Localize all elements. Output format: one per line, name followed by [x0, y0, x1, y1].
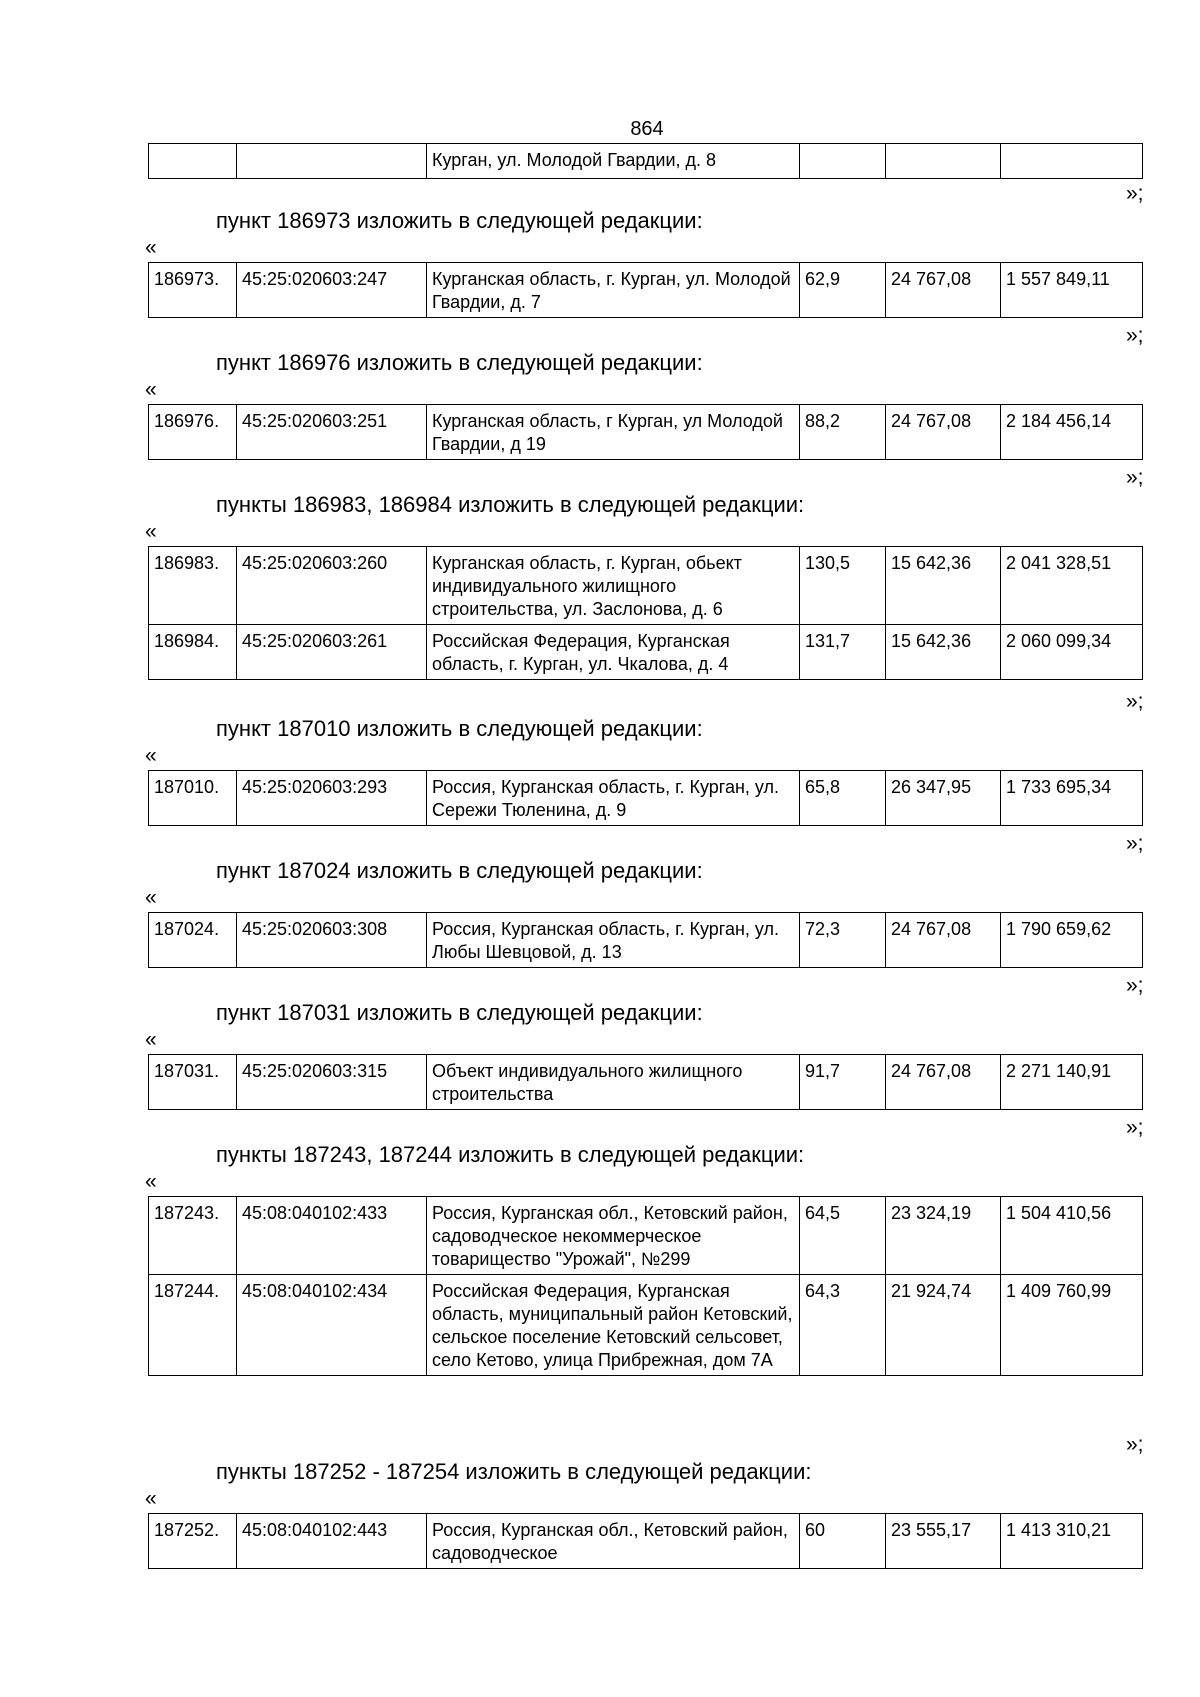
cell-cadastral: 45:08:040102:443	[237, 1514, 427, 1569]
cell-number: 186983.	[149, 547, 237, 625]
cell-area: 131,7	[800, 625, 886, 680]
cell-area: 88,2	[800, 405, 886, 460]
table-row	[149, 405, 1143, 460]
opening-quote: «	[145, 1170, 157, 1193]
cell-value	[1001, 144, 1143, 179]
cell-number: 187010.	[149, 771, 237, 826]
cell-area: 62,9	[800, 263, 886, 318]
closing-quote: »;	[1126, 832, 1144, 855]
cell-address: Российская Федерация, Курганская область, муниципальный район Кетовский, сельское поселение Кетовский сельсовет, село Кетово, улица Прибрежная, дом 7А	[427, 1275, 800, 1376]
cell-rate: 24 767,08	[886, 1055, 1001, 1110]
cell-cadastral: 45:08:040102:434	[237, 1275, 427, 1376]
cell-area: 91,7	[800, 1055, 886, 1110]
cell-rate: 21 924,74	[886, 1275, 1001, 1376]
opening-quote: «	[145, 520, 157, 543]
cell-rate: 26 347,95	[886, 771, 1001, 826]
cell-cadastral: 45:08:040102:433	[237, 1197, 427, 1275]
cell-area: 65,8	[800, 771, 886, 826]
registry-table	[148, 546, 1143, 680]
registry-table	[148, 262, 1143, 318]
cell-number: 187244.	[149, 1275, 237, 1376]
closing-quote: »;	[1126, 1116, 1144, 1139]
opening-quote: «	[145, 744, 157, 767]
table-row	[149, 913, 1143, 968]
registry-table	[148, 912, 1143, 968]
cell-cadastral: 45:25:020603:261	[237, 625, 427, 680]
opening-quote: «	[145, 886, 157, 909]
cell-number: 187031.	[149, 1055, 237, 1110]
opening-quote: «	[145, 1487, 157, 1510]
section-heading: пункт 187024 изложить в следующей редакции:	[216, 858, 703, 883]
opening-quote: «	[145, 1028, 157, 1051]
registry-table	[148, 1054, 1143, 1110]
cell-value: 1 504 410,56	[1001, 1197, 1143, 1275]
section-heading: пункты 187243, 187244 изложить в следующей редакции:	[216, 1142, 805, 1167]
cell-address: Курганская область, г Курган, ул Молодой Гвардии, д 19	[427, 405, 800, 460]
closing-quote: »;	[1126, 690, 1144, 713]
cell-address: Россия, Курганская область, г. Курган, ул. Сережи Тюленина, д. 9	[427, 771, 800, 826]
section-heading: пункт 187010 изложить в следующей редакции:	[216, 716, 703, 741]
cell-number: 186976.	[149, 405, 237, 460]
table-row	[149, 1514, 1143, 1569]
cell-area: 64,3	[800, 1275, 886, 1376]
cell-rate: 23 324,19	[886, 1197, 1001, 1275]
cell-area	[800, 144, 886, 179]
cell-value: 1 409 760,99	[1001, 1275, 1143, 1376]
cell-cadastral: 45:25:020603:251	[237, 405, 427, 460]
closing-quote: »;	[1126, 974, 1144, 997]
table-row	[149, 771, 1143, 826]
cell-area: 64,5	[800, 1197, 886, 1275]
section-heading: пункты 187252 - 187254 изложить в следующей редакции:	[216, 1459, 812, 1484]
cell-rate: 15 642,36	[886, 625, 1001, 680]
cell-address: Курган, ул. Молодой Гвардии, д. 8	[427, 144, 800, 179]
page-number: 864	[630, 118, 664, 140]
cell-number: 186984.	[149, 625, 237, 680]
table-row	[149, 547, 1143, 625]
registry-table	[148, 1196, 1143, 1376]
cell-number: 187024.	[149, 913, 237, 968]
closing-quote: »;	[1126, 182, 1144, 205]
cell-area: 130,5	[800, 547, 886, 625]
cell-address: Россия, Курганская обл., Кетовский район, садоводческое некоммерческое товарищество "Урожай", №299	[427, 1197, 800, 1275]
cell-address: Россия, Курганская обл., Кетовский район, садоводческое	[427, 1514, 800, 1569]
registry-table	[148, 1513, 1143, 1569]
cell-rate: 23 555,17	[886, 1514, 1001, 1569]
closing-quote: »;	[1126, 1433, 1144, 1456]
closing-quote: »;	[1126, 466, 1144, 489]
cell-number	[149, 144, 237, 179]
section-heading: пункты 186983, 186984 изложить в следующей редакции:	[216, 492, 805, 517]
opening-quote: «	[145, 236, 157, 259]
opening-quote: «	[145, 378, 157, 401]
cell-address: Россия, Курганская область, г. Курган, ул. Любы Шевцовой, д. 13	[427, 913, 800, 968]
cell-number: 187252.	[149, 1514, 237, 1569]
cell-rate: 24 767,08	[886, 913, 1001, 968]
registry-table-top	[148, 143, 1143, 179]
cell-value: 1 413 310,21	[1001, 1514, 1143, 1569]
cell-rate: 24 767,08	[886, 405, 1001, 460]
table-row	[149, 1197, 1143, 1275]
section-heading: пункт 187031 изложить в следующей редакции:	[216, 1000, 703, 1025]
cell-address: Объект индивидуального жилищного строительства	[427, 1055, 800, 1110]
cell-rate: 15 642,36	[886, 547, 1001, 625]
cell-number: 186973.	[149, 263, 237, 318]
table-row	[149, 1055, 1143, 1110]
cell-address: Российская Федерация, Курганская область, г. Курган, ул. Чкалова, д. 4	[427, 625, 800, 680]
cell-cadastral: 45:25:020603:260	[237, 547, 427, 625]
cell-value: 2 184 456,14	[1001, 405, 1143, 460]
cell-rate	[886, 144, 1001, 179]
cell-address: Курганская область, г. Курган, ул. Молодой Гвардии, д. 7	[427, 263, 800, 318]
cell-value: 1 790 659,62	[1001, 913, 1143, 968]
cell-cadastral: 45:25:020603:293	[237, 771, 427, 826]
registry-table	[148, 404, 1143, 460]
cell-value: 1 733 695,34	[1001, 771, 1143, 826]
cell-value: 2 041 328,51	[1001, 547, 1143, 625]
cell-value: 2 060 099,34	[1001, 625, 1143, 680]
cell-value: 2 271 140,91	[1001, 1055, 1143, 1110]
cell-number: 187243.	[149, 1197, 237, 1275]
table-row	[149, 1275, 1143, 1376]
table-row	[149, 625, 1143, 680]
cell-value: 1 557 849,11	[1001, 263, 1143, 318]
cell-cadastral	[237, 144, 427, 179]
cell-address: Курганская область, г. Курган, обьект индивидуального жилищного строительства, ул. Заслонова, д. 6	[427, 547, 800, 625]
cell-cadastral: 45:25:020603:247	[237, 263, 427, 318]
table-row	[149, 263, 1143, 318]
section-heading: пункт 186976 изложить в следующей редакции:	[216, 350, 703, 375]
cell-cadastral: 45:25:020603:315	[237, 1055, 427, 1110]
cell-area: 60	[800, 1514, 886, 1569]
cell-cadastral: 45:25:020603:308	[237, 913, 427, 968]
section-heading: пункт 186973 изложить в следующей редакции:	[216, 208, 703, 233]
closing-quote: »;	[1126, 324, 1144, 347]
cell-rate: 24 767,08	[886, 263, 1001, 318]
table-row	[149, 144, 1143, 179]
cell-area: 72,3	[800, 913, 886, 968]
registry-table	[148, 770, 1143, 826]
